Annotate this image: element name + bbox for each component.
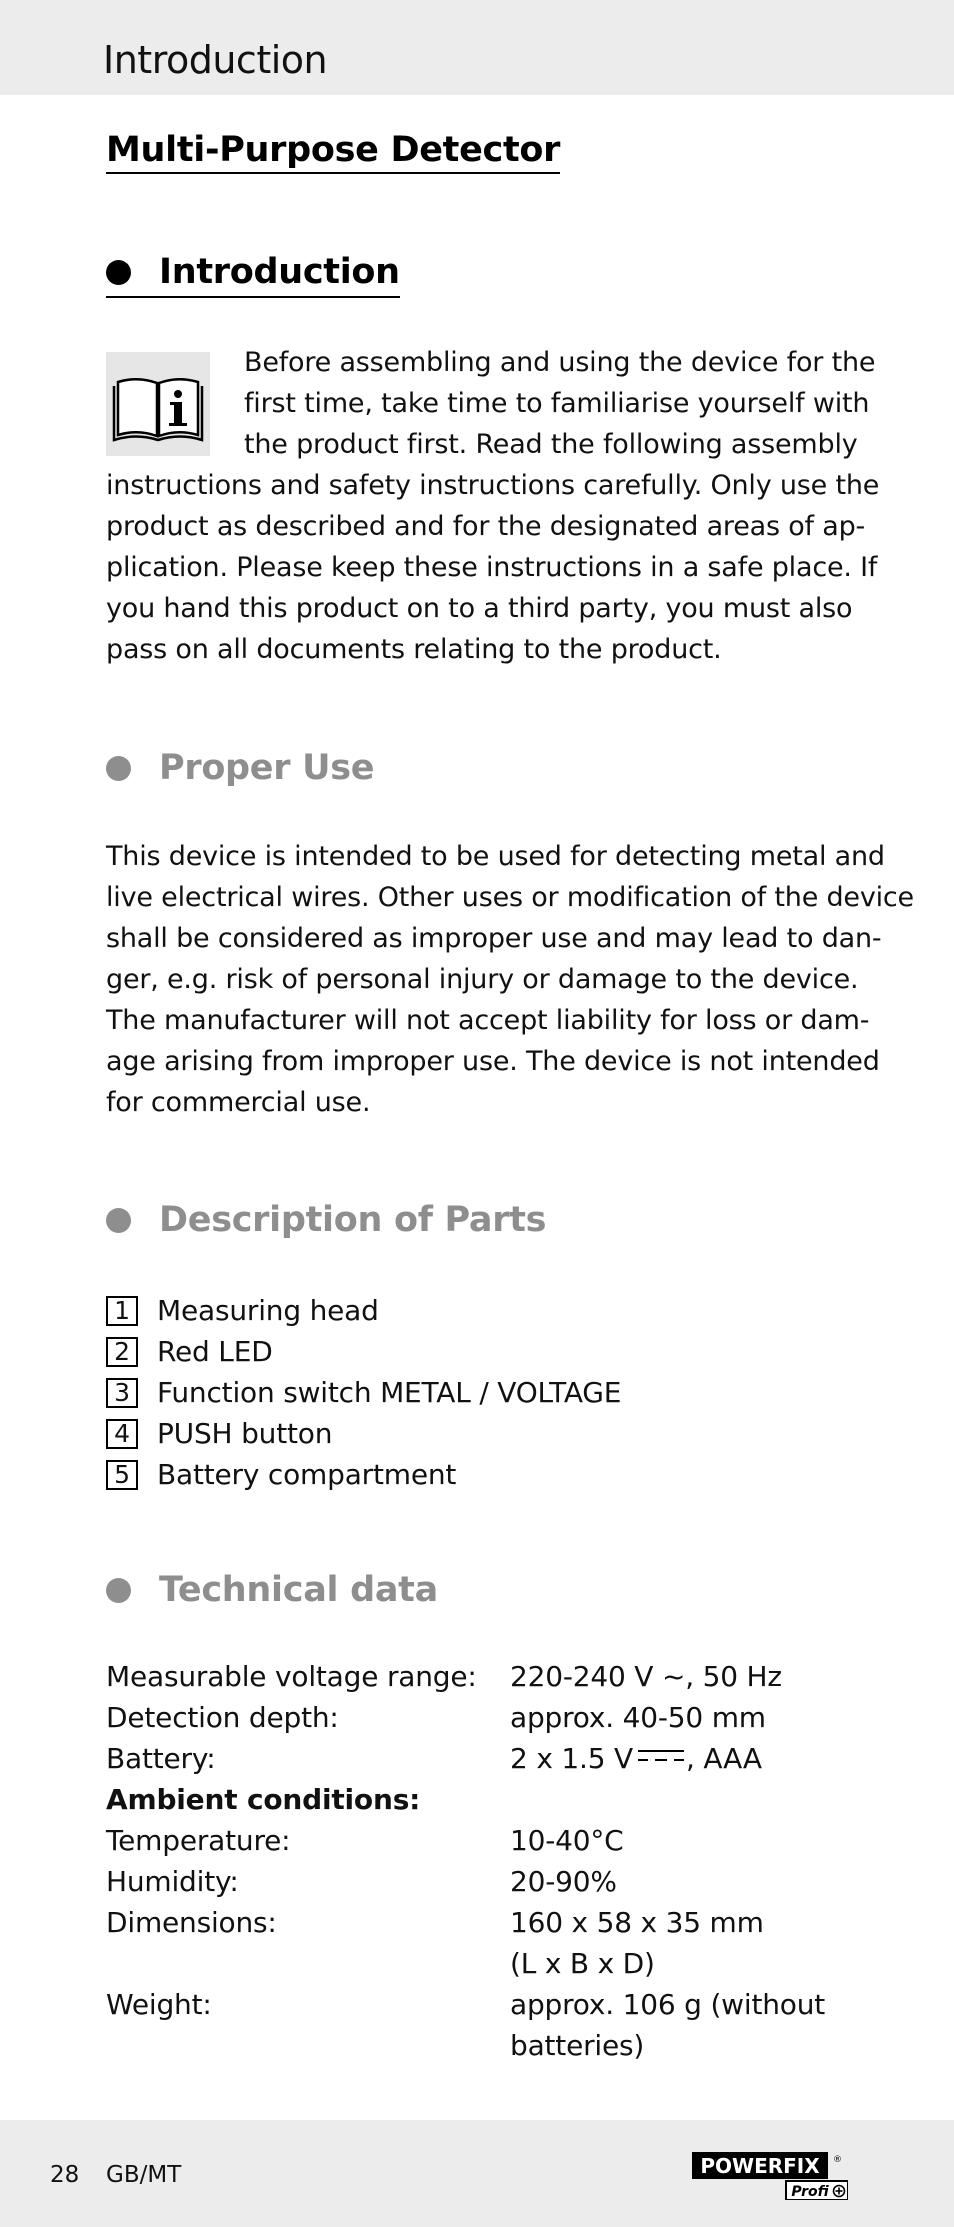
part-number-box: 4 [106,1419,138,1449]
page-footer [0,2120,954,2227]
bullet-dot-icon [106,260,131,285]
proper-use-paragraph [106,836,914,1123]
table-row [106,1779,846,1820]
bullet-dot-icon [106,1208,131,1233]
page-header-band [0,0,954,95]
part-number-box: 5 [106,1460,138,1490]
paragraph-line: you hand this product on to a third party, you must also [106,593,853,624]
section-heading-technical-data [106,1570,438,1610]
table-row [106,1656,846,1697]
list-item [106,1331,841,1372]
spec-value-line: 160 x 58 x 35 mm [510,1906,764,1939]
spec-value [510,1902,846,1984]
table-row [106,1820,846,1861]
brand-sub: Profi [791,2184,829,2200]
paragraph-line: pass on all documents relating to the product. [106,634,722,665]
spec-label: Temperature: [106,1824,291,1857]
part-number-box: 1 [106,1296,138,1326]
spec-label: Humidity: [106,1865,239,1898]
bullet-dot-icon [106,1578,131,1603]
part-number-box: 3 [106,1378,138,1408]
ambient-conditions-heading: Ambient conditions: [106,1783,421,1816]
part-number-box: 2 [106,1337,138,1367]
battery-voltage: 2 x 1.5 V [510,1742,633,1775]
spec-label: Detection depth: [106,1701,339,1734]
part-label: Red LED [157,1335,273,1368]
spec-value [510,1984,846,2066]
spec-label: Battery: [106,1742,216,1775]
section-heading-text: Introduction [159,252,400,292]
paragraph-line: the product first. Read the following assembly [244,429,858,460]
section-heading-text: Description of Parts [159,1200,547,1240]
part-label: PUSH button [157,1417,333,1450]
page-header-title: Introduction [103,38,328,82]
section-heading-description-of-parts [106,1200,546,1240]
section-heading-introduction [106,252,400,298]
spec-label: Dimensions: [106,1906,277,1939]
list-item [106,1290,841,1331]
spec-value-line: (L x B x D) [510,1947,655,1980]
paragraph-line: product as described and for the designated areas of ap- [106,511,866,542]
paragraph-line: plication. Please keep these instructions in a safe place. If [106,552,878,583]
paragraph-line: shall be considered as improper use and may lead to dan- [106,923,882,954]
paragraph-line: The manufacturer will not accept liability for loss or dam- [106,1005,870,1036]
part-label: Measuring head [157,1294,379,1327]
table-row [106,1861,846,1902]
technical-data-table [106,1656,846,2066]
table-row [106,1984,846,2066]
paragraph-line: age arising from improper use. The device is not intended [106,1046,880,1077]
table-row [106,1902,846,1984]
spec-value [510,1738,846,1779]
page-number: 28 [50,2162,80,2188]
list-item [106,1372,841,1413]
spec-value-line: batteries) [510,2029,645,2062]
paragraph-line: for commercial use. [106,1087,371,1118]
section-heading-text: Technical data [159,1570,438,1610]
spec-label: Measurable voltage range: [106,1660,477,1693]
part-label: Function switch METAL / VOLTAGE [157,1376,622,1409]
introduction-paragraph [106,342,880,670]
list-item [106,1454,841,1495]
list-item [106,1413,841,1454]
spec-value: approx. 40-50 mm [510,1701,766,1734]
battery-type: , AAA [685,1742,762,1775]
paragraph-line: instructions and safety instructions carefully. Only use the [106,470,880,501]
parts-list [106,1290,841,1495]
document-title: Multi-Purpose Detector [106,130,560,174]
section-heading-proper-use [106,748,374,788]
table-row [106,1697,846,1738]
registered-mark-icon: ® [833,2155,842,2165]
spec-label: Weight: [106,1988,212,2021]
direct-current-icon [636,1746,686,1764]
spec-value: 220-240 V ~, 50 Hz [510,1660,782,1693]
spec-value-line: approx. 106 g (without [510,1988,826,2021]
spec-value: 20-90% [510,1865,617,1898]
bullet-dot-icon [106,756,131,781]
locale-code: GB/MT [106,2162,182,2188]
spec-value: 10-40°C [510,1824,624,1857]
paragraph-line: Before assembling and using the device for the [244,347,876,378]
paragraph-line: This device is intended to be used for detecting metal and [106,841,885,872]
section-heading-text: Proper Use [159,748,375,788]
paragraph-line: first time, take time to familiarise yourself with [244,388,870,419]
powerfix-logo [692,2152,848,2200]
paragraph-line: ger, e.g. risk of personal injury or damage to the device. [106,964,859,995]
paragraph-line: live electrical wires. Other uses or modification of the device [106,882,914,913]
part-label: Battery compartment [157,1458,457,1491]
brand-name: POWERFIX [700,2154,820,2178]
table-row [106,1738,846,1779]
